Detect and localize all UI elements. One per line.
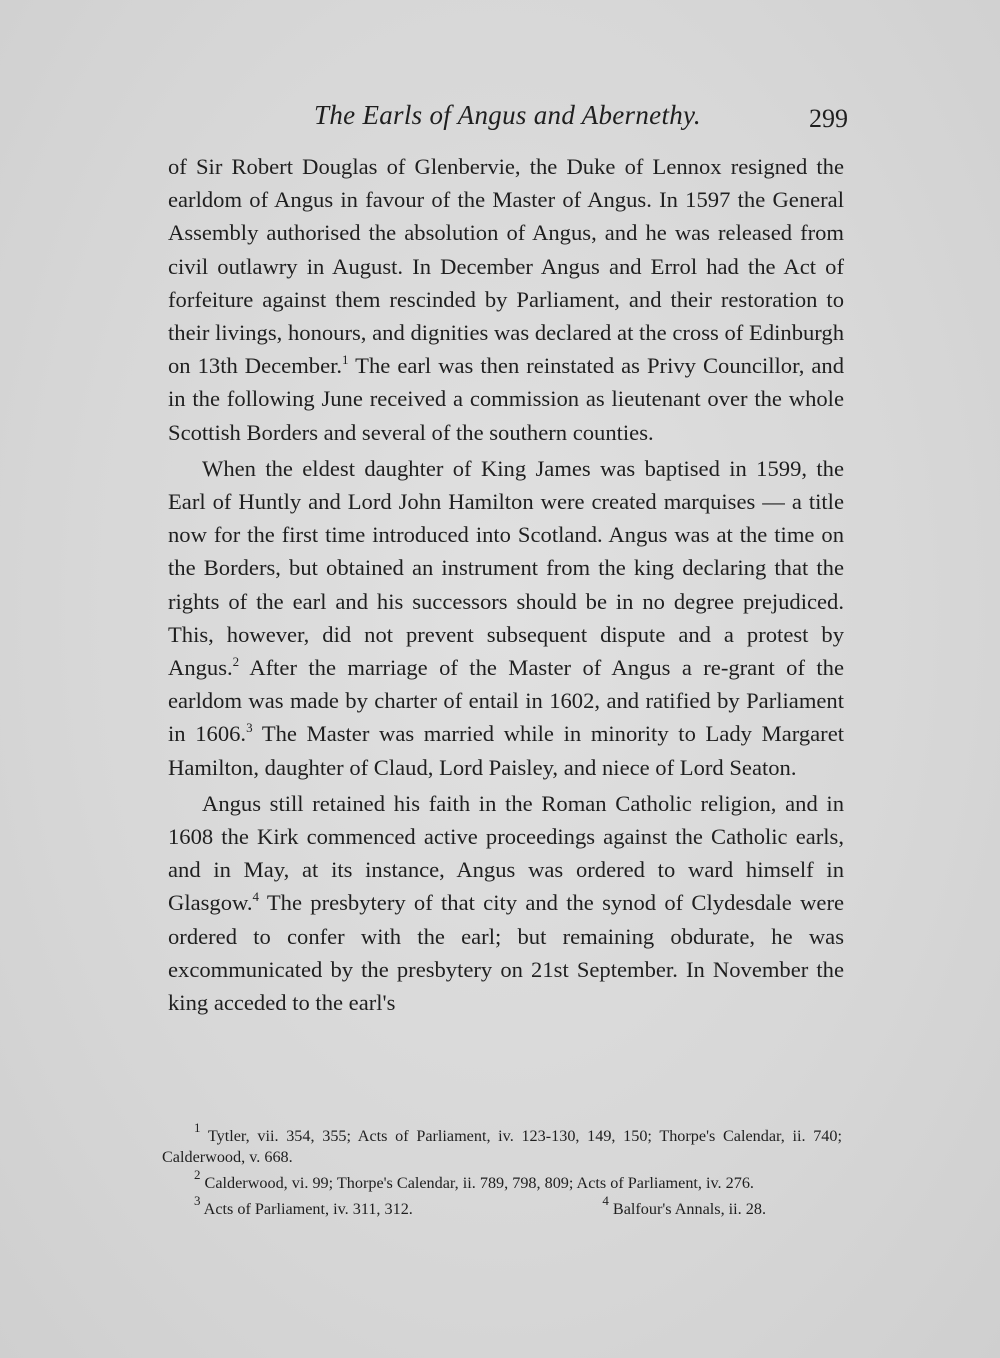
footnote-ref-2: 2: [232, 654, 240, 670]
footnote-ref-3: 3: [246, 720, 253, 736]
footnote-4-text: Balfour's Annals, ii. 28.: [608, 1200, 766, 1218]
footnote-2: [162, 1167, 842, 1194]
footnote-1: [162, 1120, 842, 1168]
paragraph-2-text-b: After the marriage of the Master of Angus a re-grant of the earldom was made by charter of entail in 1602, and ratified by Parliament in 1606.: [168, 655, 844, 747]
page-header: [168, 100, 848, 140]
footnote-ref-4: 4: [252, 889, 260, 905]
page-number: 299: [809, 104, 848, 133]
paragraph-1-text-b: The earl was then reinstated as Privy Councillor, and in the following June received a commission as lieutenant over the whole Scottish Borders and several of the southern counties.: [168, 353, 844, 445]
footnote-1-text: Tytler, vii. 354, 355; Acts of Parliament, iv. 123-130, 149, 150; Thorpe's Calendar, ii. 740; Calderwood, v. 668.: [162, 1127, 842, 1166]
footnote-1-marker: 1: [194, 1120, 201, 1135]
footnote-3: [194, 1193, 413, 1220]
footnote-4-marker: 4: [602, 1193, 609, 1208]
paragraph-2-text-c: The Master was married while in minority to Lady Margaret Hamilton, daughter of Claud, Lord Paisley, and niece of Lord Seaton.: [168, 721, 844, 780]
footnote-2-marker: 2: [194, 1167, 201, 1182]
body-text: [168, 150, 844, 1022]
paragraph-3: [168, 787, 844, 1019]
paragraph-2: [168, 452, 844, 784]
footnotes: [162, 1120, 842, 1220]
footnote-2-text: Calderwood, vi. 99; Thorpe's Calendar, ii. 789, 798, 809; Acts of Parliament, iv. 276.: [200, 1174, 754, 1192]
paragraph-3-text-a: Angus still retained his faith in the Roman Catholic religion, and in 1608 the Kirk commenced active proceedings against the Catholic earls, and in May, at its instance, Angus was ordered to ward himself in Glasgow.: [168, 790, 844, 916]
paragraph-2-text-a: When the eldest daughter of King James was baptised in 1599, the Earl of Huntly and Lord John Hamilton were created marquises — a title now for the first time introduced into Scotland. Angus was at the time on the Borders, but obtained an instrument from the king declaring that the rights of the earl and his successors should be in no degree prejudiced. This, however, did not prevent subsequent dispute and a protest by Angus.: [168, 455, 844, 681]
footnote-row: [162, 1193, 842, 1220]
paragraph-3-text-b: The presbytery of that city and the synod of Clydesdale were ordered to confer with the earl; but remaining obdurate, he was excommunicated by the presbytery on 21st September. In November the king acceded to the earl's: [168, 890, 844, 1016]
paragraph-1-text-a: of Sir Robert Douglas of Glenbervie, the Duke of Lennox resigned the earldom of Angus in favour of the Master of Angus. In 1597 the General Assembly authorised the absolution of Angus, and he was released from civil outlawry in August. In December Angus and Errol had the Act of forfeiture against them rescinded by Parliament, and their restoration to their livings, honours, and dignities was declared at the cross of Edinburgh on 13th December.: [168, 154, 844, 379]
footnote-3-text: Acts of Parliament, iv. 311, 312.: [200, 1200, 413, 1218]
footnote-3-marker: 3: [194, 1193, 201, 1208]
footnote-4: [602, 1193, 766, 1220]
footnote-ref-1: 1: [342, 352, 349, 368]
running-title: The Earls of Angus and Abernethy.: [314, 100, 701, 130]
paragraph-1: [168, 150, 844, 449]
